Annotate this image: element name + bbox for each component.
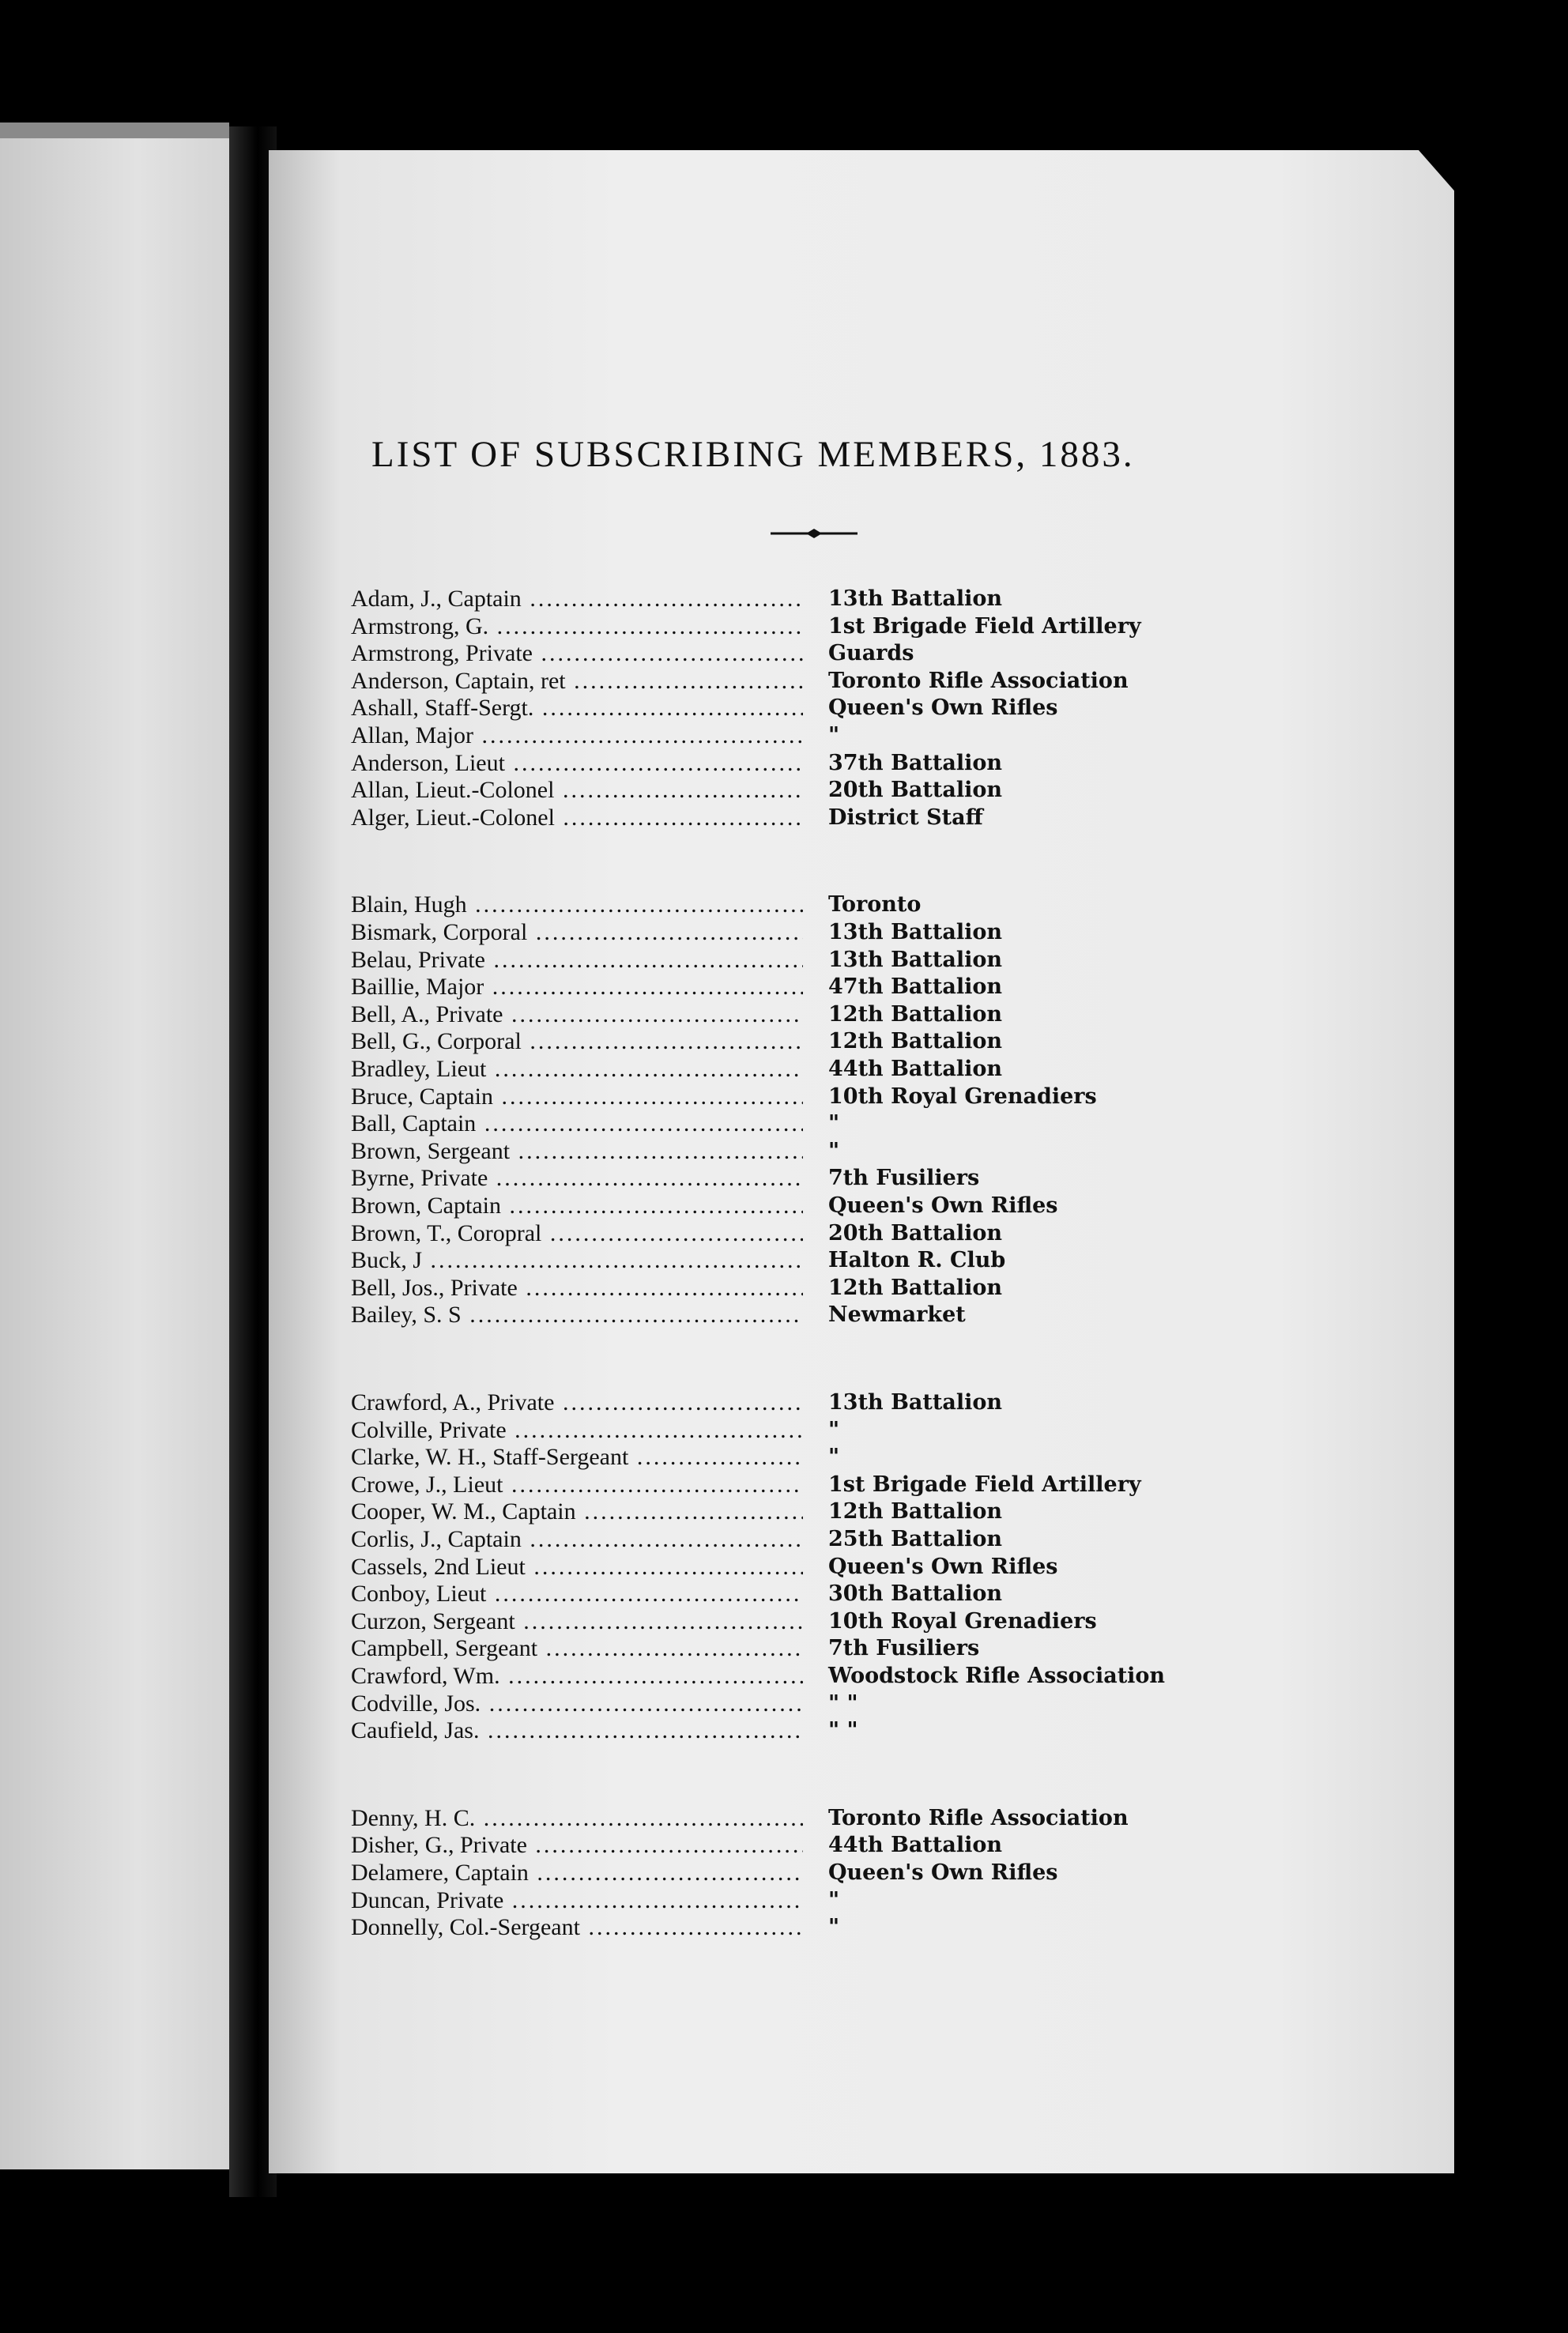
member-unit: Newmarket — [828, 1302, 966, 1328]
member-name: Bell, G., Corporal ..... — [351, 1027, 803, 1055]
member-name: Ashall, Staff-Sergt. ..... — [351, 694, 803, 722]
member-unit: " " — [828, 1718, 858, 1743]
list-item — [351, 694, 1220, 722]
member-name: Ball, Captain ..... — [351, 1110, 803, 1137]
list-item — [351, 1580, 1220, 1607]
list-item — [351, 1416, 1220, 1444]
member-name: Armstrong, G. ..... — [351, 612, 803, 640]
member-unit: 13th Battalion — [828, 947, 1002, 972]
member-unit: 44th Battalion — [828, 1057, 1002, 1081]
member-name: Curzon, Sergeant ..... — [351, 1607, 803, 1635]
member-unit: 25th Battalion — [828, 1527, 1002, 1551]
member-name: Bailey, S. S ..... — [351, 1301, 803, 1329]
member-unit: 13th Battalion — [828, 1390, 1002, 1415]
member-unit: " — [828, 1111, 840, 1136]
member-unit: 10th Royal Grenadiers — [828, 1608, 1097, 1634]
list-item — [351, 667, 1220, 695]
member-name: Crawford, Wm. ..... — [351, 1662, 803, 1690]
list-item — [351, 1055, 1220, 1083]
member-name: Bell, Jos., Private ..... — [351, 1274, 803, 1302]
member-name: Duncan, Private ..... — [351, 1886, 803, 1914]
member-name: Cassels, 2nd Lieut ..... — [351, 1553, 803, 1581]
list-item — [351, 1083, 1220, 1110]
member-name: Buck, J ..... — [351, 1246, 803, 1274]
list-item — [351, 1027, 1220, 1055]
member-unit: 20th Battalion — [828, 778, 1002, 803]
member-name: Baillie, Major ..... — [351, 973, 803, 1001]
member-unit: 10th Royal Grenadiers — [828, 1084, 1097, 1109]
member-name: Campbell, Sergeant ..... — [351, 1634, 803, 1662]
member-unit: Queen's Own Rifles — [828, 1193, 1058, 1218]
list-item — [351, 1389, 1220, 1416]
member-unit: 12th Battalion — [828, 1029, 1002, 1054]
member-unit: " — [828, 1915, 840, 1940]
member-name: Allan, Lieut.-Colonel ..... — [351, 776, 803, 804]
list-item — [351, 1831, 1220, 1859]
member-name: Brown, Sergeant ..... — [351, 1137, 803, 1165]
member-name: Codville, Jos. ..... — [351, 1690, 803, 1717]
member-unit: 12th Battalion — [828, 1001, 1002, 1027]
member-name: Colville, Private ..... — [351, 1416, 803, 1444]
member-name: Bismark, Corporal ..... — [351, 918, 803, 946]
member-unit: Toronto — [828, 892, 922, 918]
member-unit: 30th Battalion — [828, 1581, 1002, 1607]
list-item — [351, 1219, 1220, 1247]
list-item — [351, 1471, 1220, 1498]
list-item — [351, 1274, 1220, 1302]
list-item — [351, 1525, 1220, 1553]
member-name: Corlis, J., Captain ..... — [351, 1525, 803, 1553]
member-name: Delamere, Captain ..... — [351, 1859, 803, 1886]
list-item — [351, 973, 1220, 1001]
list-item — [351, 1164, 1220, 1192]
list-item — [351, 612, 1220, 640]
list-item — [351, 1443, 1220, 1471]
member-name: Alger, Lieut.-Colonel ..... — [351, 804, 803, 831]
list-item — [351, 1553, 1220, 1581]
list-item — [351, 946, 1220, 974]
member-name: Crowe, J., Lieut ..... — [351, 1471, 803, 1498]
member-unit: 47th Battalion — [828, 974, 1002, 1000]
member-name: Caufield, Jas. ..... — [351, 1717, 803, 1744]
member-unit: 37th Battalion — [828, 750, 1002, 775]
member-name: Allan, Major ..... — [351, 722, 803, 749]
member-unit: Halton R. Club — [828, 1248, 1006, 1273]
member-name: Bell, A., Private ..... — [351, 1001, 803, 1028]
member-unit: 20th Battalion — [828, 1220, 1002, 1246]
list-item — [351, 1662, 1220, 1690]
member-name: Bruce, Captain ..... — [351, 1083, 803, 1110]
member-name: Brown, T., Coropral ..... — [351, 1219, 803, 1247]
member-name: Bradley, Lieut ..... — [351, 1055, 803, 1083]
divider-ornament-icon — [771, 528, 858, 539]
member-unit: " — [828, 1887, 840, 1913]
member-name: Donnelly, Col.-Sergeant ..... — [351, 1913, 803, 1941]
member-unit: 12th Battalion — [828, 1275, 1002, 1300]
member-unit: 1st Brigade Field Artillery — [828, 1472, 1141, 1497]
member-name: Cooper, W. M., Captain ..... — [351, 1498, 803, 1525]
list-item — [351, 722, 1220, 749]
list-item — [351, 1246, 1220, 1274]
member-unit: 7th Fusiliers — [828, 1166, 980, 1191]
facing-page — [0, 138, 229, 2169]
list-item — [351, 1913, 1220, 1941]
member-name: Byrne, Private ..... — [351, 1164, 803, 1192]
member-unit: 13th Battalion — [828, 920, 1002, 944]
list-item — [351, 639, 1220, 667]
list-item — [351, 1607, 1220, 1635]
member-unit: Queen's Own Rifles — [828, 1554, 1058, 1579]
member-name: Clarke, W. H., Staff-Sergeant ..... — [351, 1443, 803, 1471]
member-unit: " — [828, 723, 840, 748]
member-name: Conboy, Lieut ..... — [351, 1580, 803, 1607]
member-unit: 44th Battalion — [828, 1833, 1002, 1858]
member-unit: Toronto Rifle Association — [828, 668, 1129, 693]
list-item — [351, 1886, 1220, 1914]
list-item — [351, 1192, 1220, 1219]
list-item — [351, 585, 1220, 612]
list-item — [351, 1301, 1220, 1329]
list-item — [351, 776, 1220, 804]
list-item — [351, 1717, 1220, 1744]
member-name: Belau, Private ..... — [351, 946, 803, 974]
member-name: Crawford, A., Private ..... — [351, 1389, 803, 1416]
member-unit: " — [828, 1445, 840, 1470]
member-unit: " — [828, 1417, 840, 1442]
member-unit: Toronto Rifle Association — [828, 1805, 1129, 1830]
member-name: Armstrong, Private ..... — [351, 639, 803, 667]
member-unit: 12th Battalion — [828, 1499, 1002, 1525]
member-name: Blain, Hugh ..... — [351, 891, 803, 918]
member-name: Disher, G., Private ..... — [351, 1831, 803, 1859]
list-item — [351, 1137, 1220, 1165]
member-unit: 7th Fusiliers — [828, 1636, 980, 1661]
list-item — [351, 891, 1220, 918]
member-unit: Guards — [828, 641, 914, 666]
member-name: Brown, Captain ..... — [351, 1192, 803, 1219]
page-title: LIST OF SUBSCRIBING MEMBERS, 1883. — [371, 434, 1135, 475]
member-unit: 1st Brigade Field Artillery — [828, 613, 1141, 639]
list-item — [351, 1804, 1220, 1832]
list-item — [351, 1001, 1220, 1028]
list-item — [351, 749, 1220, 777]
member-unit: 13th Battalion — [828, 586, 1002, 611]
list-item — [351, 1634, 1220, 1662]
list-item — [351, 804, 1220, 831]
member-unit: Queen's Own Rifles — [828, 695, 1058, 721]
member-unit: Queen's Own Rifles — [828, 1860, 1058, 1885]
member-name: Anderson, Lieut ..... — [351, 749, 803, 777]
member-name: Anderson, Captain, ret ..... — [351, 667, 803, 695]
list-item — [351, 1690, 1220, 1717]
member-unit: " — [828, 1138, 840, 1163]
list-item — [351, 918, 1220, 946]
member-unit: District Staff — [828, 805, 983, 830]
member-unit: Woodstock Rifle Association — [828, 1664, 1166, 1688]
list-item — [351, 1110, 1220, 1137]
member-name: Adam, J., Captain ..... — [351, 585, 803, 612]
list-item — [351, 1859, 1220, 1886]
list-item — [351, 1498, 1220, 1525]
member-name: Denny, H. C. ..... — [351, 1804, 803, 1832]
member-unit: " " — [828, 1690, 858, 1716]
